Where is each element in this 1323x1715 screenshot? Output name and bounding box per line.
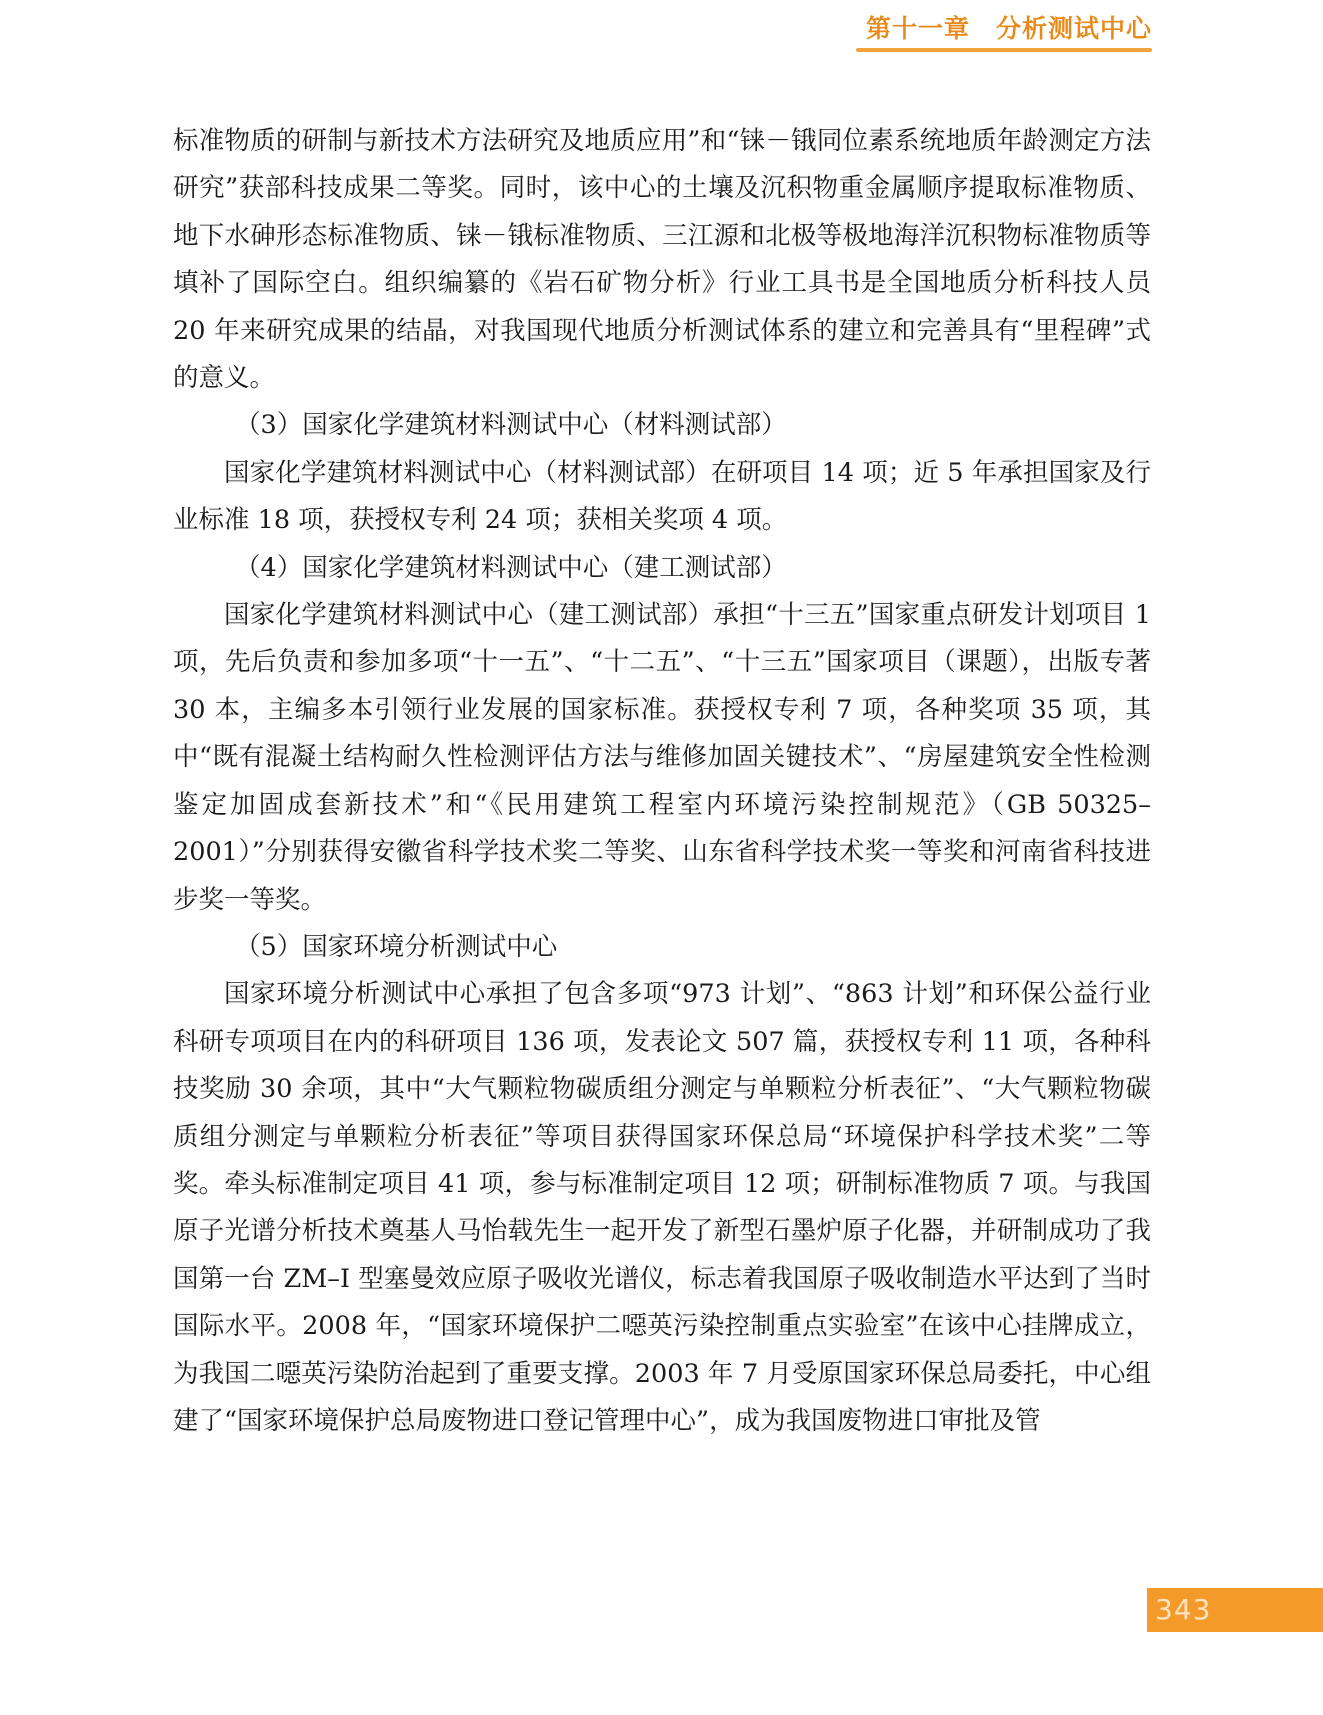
chapter-label: 第十一章 bbox=[865, 14, 970, 43]
section-heading-4: （4）国家化学建筑材料测试中心（建工测试部） bbox=[235, 552, 787, 583]
header-underline bbox=[856, 48, 1152, 52]
body-text bbox=[173, 118, 1151, 1445]
running-header bbox=[856, 12, 1152, 52]
section-heading-3: （3）国家化学建筑材料测试中心（材料测试部） bbox=[235, 410, 787, 441]
paragraph-construction-dept: 国家化学建筑材料测试中心（建工测试部）承担“十三五”国家重点研发计划项目 1 项，先后负责和参加多项“十一五”、“十二五”、“十三五”国家项目（课题），出版专著 30 本，主编多本引领行业发展的国家标准。获授权专利 7 项，各种奖项 35 项，其中“既有混凝土结构耐久性检测评估方法与维修加固关键技术”、“房屋建筑安全性检测鉴定加固成套新技术”和“《民用建筑工程室内环境污染控制规范》（GB 50325–2001）”分别获得安徽省科学技术奖二等奖、山东省科学技术奖一等奖和河南省科技进步奖一等奖。 bbox=[173, 600, 1151, 915]
paragraph-materials-dept: 国家化学建筑材料测试中心（材料测试部）在研项目 14 项；近 5 年承担国家及行业标准 18 项，获授权专利 24 项；获相关奖项 4 项。 bbox=[173, 457, 1151, 536]
page-number-box bbox=[1147, 1588, 1323, 1632]
chapter-title: 分析测试中心 bbox=[995, 14, 1152, 43]
paragraph-continuation: 标准物质的研制与新技术方法研究及地质应用”和“铼－锇同位素系统地质年龄测定方法研究”获部科技成果二等奖。同时，该中心的土壤及沉积物重金属顺序提取标准物质、地下水砷形态标准物质、铼－锇标准物质、三江源和北极等极地海洋沉积物标准物质等填补了国际空白。组织编纂的《岩石矿物分析》行业工具书是全国地质分析科技人员 20 年来研究成果的结晶，对我国现代地质分析测试体系的建立和完善具有“里程碑”式的意义。 bbox=[173, 126, 1151, 394]
section-heading-5: （5）国家环境分析测试中心 bbox=[235, 931, 558, 962]
paragraph-environment-center: 国家环境分析测试中心承担了包含多项“973 计划”、“863 计划”和环保公益行业科研专项项目在内的科研项目 136 项，发表论文 507 篇，获授权专利 11 项，各种科技奖励 30 余项，其中“大气颗粒物碳质组分测定与单颗粒分析表征”、“大气颗粒物碳质组分测定与单颗粒分析表征”等项目获得国家环保总局“环境保护科学技术奖”二等奖。牵头标准制定项目 41 项，参与标准制定项目 12 项；研制标准物质 7 项。与我国原子光谱分析技术奠基人马怡载先生一起开发了新型石墨炉原子化器，并研制成功了我国第一台 ZM–I 型塞曼效应原子吸收光谱仪，标志着我国原子吸收制造水平达到了当时国际水平。2008 年，“国家环境保护二噁英污染控制重点实验室”在该中心挂牌成立，为我国二噁英污染防治起到了重要支撑。2003 年 7 月受原国家环保总局委托，中心组建了“国家环境保护总局废物进口登记管理中心”，成为我国废物进口审批及管 bbox=[173, 979, 1151, 1436]
page-number: 343 bbox=[1155, 1593, 1212, 1626]
